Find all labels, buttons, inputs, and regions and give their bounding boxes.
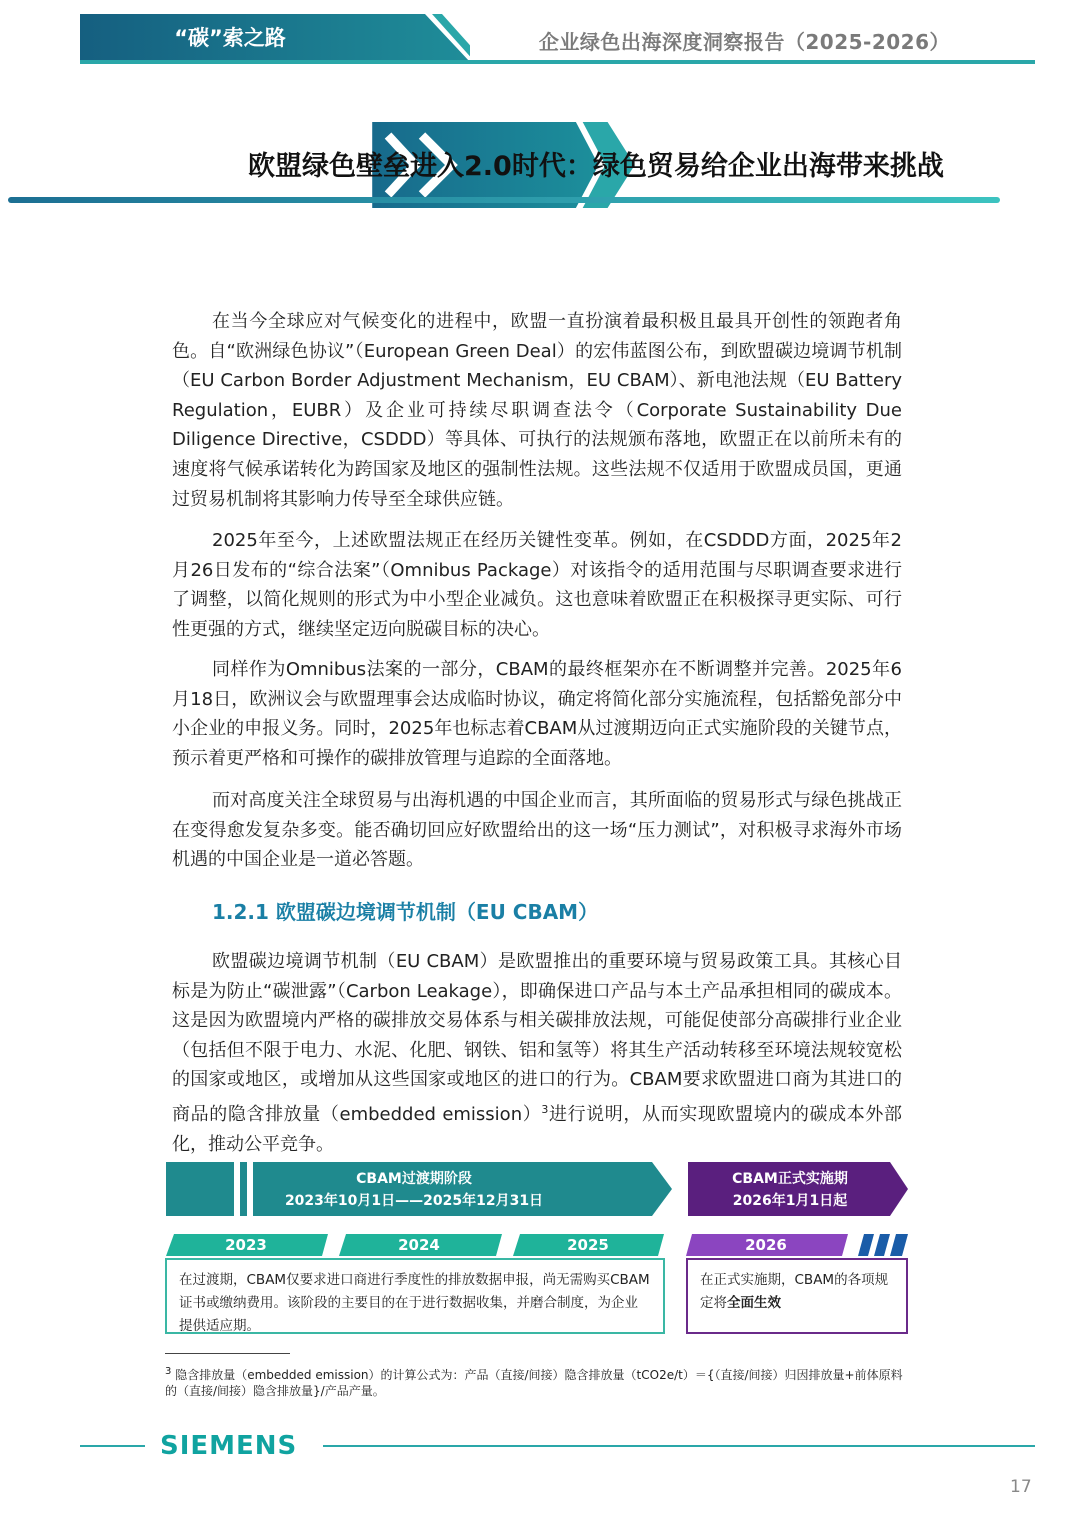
phase1-dates: 2023年10月1日——2025年12月31日 [284, 1193, 544, 1209]
footnote [165, 1364, 905, 1399]
header-brand-title: “碳”索之路 [174, 26, 286, 50]
section-title: 欧盟绿色壁垒进入2.0时代：绿色贸易给企业出海带来挑战 [248, 151, 944, 182]
footnote-ref: 3 [541, 1102, 549, 1116]
body-paragraph-4: 而对高度关注全球贸易与出海机遇的中国企业而言，其所面临的贸易形式与绿色挑战正在变得愈发复杂多变。能否确切回应好欧盟给出的这一场“压力测试”，对积极寻求海外市场机遇的中国企业是一道必答题。 [172, 790, 902, 871]
header-rule [80, 60, 1035, 64]
year-label-2025: 2025 [567, 1236, 609, 1254]
phase2-dates: 2026年1月1日起 [732, 1193, 848, 1209]
page-number: 17 [1010, 1477, 1032, 1497]
header-report-title: 企业绿色出海深度洞察报告（2025-2026） [538, 30, 950, 54]
phase1-title: CBAM过渡期阶段 [356, 1171, 472, 1187]
body-paragraph-3: 同样作为Omnibus法案的一部分，CBAM的最终框架亦在不断调整并完善。2025年6月18日，欧洲议会与欧盟理事会达成临时协议，确定将简化部分实施流程，包括豁免部分中小企业的申报义务。同时，2025年也标志着CBAM从过渡期迈向正式实施阶段的关键节点，预示着更严格和可操作的碳排放管理与追踪的全面落地。 [172, 659, 902, 769]
subsection-heading: 1.2.1 欧盟碳边境调节机制（EU CBAM） [212, 900, 599, 924]
implementation-text: 在正式实施期，CBAM的各项规定将 [700, 1272, 889, 1311]
paragraph-5-text-b: 进行说明，从而实现欧盟境内的碳成本外部化，推动公平竞争。 [172, 1103, 903, 1155]
timeline-stripe-3 [890, 1234, 908, 1256]
year-label-2023: 2023 [225, 1236, 267, 1254]
footnote-text: 隐含排放量（embedded emission）的计算公式为：产品（直接/间接）隐含排放量（tCO2e/t）＝{（直接/间接）归因排放量+前体原料的（直接/间接）隐含排放量}/产品产量。 [165, 1368, 903, 1398]
timeline-phase1-divider [240, 1162, 247, 1216]
footer-rule-right [323, 1445, 1035, 1447]
section-number: 1.2 [110, 138, 171, 178]
phase2-label [690, 1168, 890, 1212]
year-label-2026: 2026 [745, 1236, 787, 1254]
timeline-stripe-2 [874, 1234, 890, 1256]
phase1-label [256, 1168, 572, 1212]
footer-rule-left [80, 1445, 145, 1447]
implementation-phase-description [686, 1258, 908, 1334]
transition-phase-description: 在过渡期，CBAM仅要求进口商进行季度性的排放数据申报，尚无需购买CBAM证书或缴纳费用。该阶段的主要目的在于进行数据收集，并磨合制度，为企业提供适应期。 [165, 1258, 665, 1334]
body-paragraph-5 [172, 947, 902, 1159]
section-underline [8, 197, 1000, 203]
siemens-logo: SIEMENS [160, 1431, 298, 1461]
footnote-separator [165, 1353, 290, 1354]
body-paragraph-2: 2025年至今，上述欧盟法规正在经历关键性变革。例如，在CSDDD方面，2025年2月26日发布的“综合法案”（Omnibus Package）对该指令的适用范围与尽职调查要求进行了调整，以简化规则的形式为中小型企业减负。这也意味着欧盟正在积极探寻更实际、可行性更强的方式，继续坚定迈向脱碳目标的决心。 [172, 530, 902, 640]
paragraph-5-text-a: 欧盟碳边境调节机制（EU CBAM）是欧盟推出的重要环境与贸易政策工具。其核心目标是为防止“碳泄露”（Carbon Leakage），即确保进口产品与本土产品承担相同的碳成本。这是因为欧盟境内严格的碳排放交易体系与相关碳排放法规，可能促使部分高碳排行业企业（包括但不限于电力、水泥、化肥、钢铁、铝和氢等）将其生产活动转移至环境法规较宽松的国家或地区，或增加从这些国家或地区的进口的行为。CBAM要求欧盟进口商为其进口的商品的隐含排放量（embedded emission） [172, 951, 902, 1125]
year-label-2024: 2024 [398, 1236, 440, 1254]
footnote-number: 3 [165, 1366, 172, 1377]
body-paragraph-1: 在当今全球应对气候变化的进程中，欧盟一直扮演着最积极且最具开创性的领跑者角色。自“欧洲绿色协议”（European Green Deal）的宏伟蓝图公布，到欧盟碳边境调节机制（EU Carbon Border Adjustment Mechanism，EU CBAM）、新电池法规（EU Battery Regulation，EUBR）及企业可持续尽职调查法令（Corporate Sustainability Due Diligence Directive，CSDDD）等具体、可执行的法规颁布落地，欧盟正在以前所未有的速度将气候承诺转化为跨国家及地区的强制性法规。这些法规不仅适用于欧盟成员国，更通过贸易机制将其影响力传导至全球供应链。 [172, 311, 902, 510]
timeline-stripe-1 [858, 1234, 874, 1256]
phase2-title: CBAM正式实施期 [732, 1171, 848, 1187]
timeline-phase1-start-block [166, 1162, 234, 1216]
implementation-emphasis: 全面生效 [727, 1295, 781, 1311]
